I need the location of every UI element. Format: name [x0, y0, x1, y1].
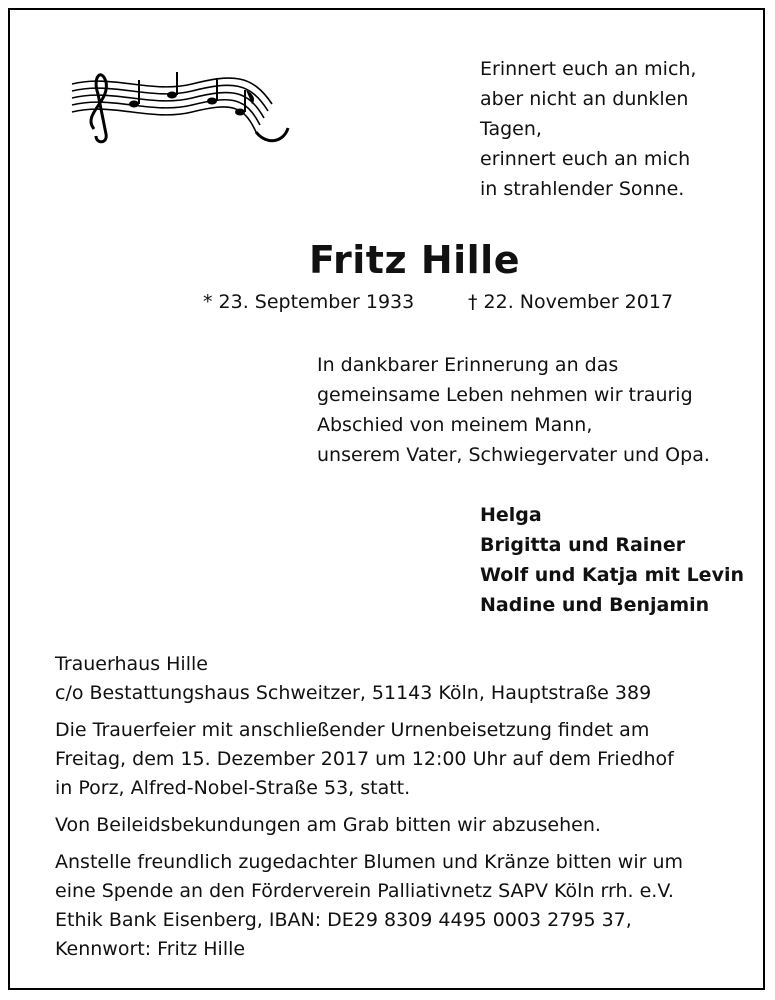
condolence-note: [55, 811, 683, 840]
deceased-name: Fritz Hille: [309, 238, 520, 282]
funeral-info: [55, 650, 683, 972]
info-line: Anstelle freundlich zugedachter Blumen und Kränze bitten wir um: [55, 851, 684, 873]
remembrance-line: Abschied von meinem Mann,: [317, 414, 593, 436]
remembrance-line: In dankbarer Erinnerung an das: [317, 354, 619, 376]
donation-request: [55, 848, 683, 964]
info-line: eine Spende an den Förderverein Palliativnetz SAPV Köln rrh. e.V.: [55, 880, 674, 902]
poem-line: in strahlender Sonne.: [480, 178, 685, 200]
mourning-address: [55, 650, 683, 708]
info-line: Die Trauerfeier mit anschließender Urnenbeisetzung findet am: [55, 719, 650, 741]
remembrance-line: gemeinsame Leben nehmen wir traurig: [317, 384, 693, 406]
family-members: [480, 500, 744, 620]
info-line: c/o Bestattungshaus Schweitzer, 51143 Köln, Hauptstraße 389: [55, 682, 652, 704]
info-line: in Porz, Alfred-Nobel-Straße 53, statt.: [55, 777, 411, 799]
family-member: Nadine und Benjamin: [480, 594, 710, 616]
remembrance-text: [317, 350, 710, 470]
poem-line: Erinnert euch an mich,: [480, 58, 697, 80]
info-line: Freitag, dem 15. Dezember 2017 um 12:00 Uhr auf dem Friedhof: [55, 748, 674, 770]
death-date: † 22. November 2017: [468, 291, 674, 313]
info-line: Trauerhaus Hille: [55, 653, 208, 675]
family-member: Brigitta und Rainer: [480, 534, 686, 556]
birth-date: * 23. September 1933: [203, 291, 415, 313]
ceremony-details: [55, 716, 683, 803]
poem: [480, 54, 696, 204]
poem-line: aber nicht an dunklen: [480, 88, 689, 110]
family-member: Wolf und Katja mit Levin: [480, 564, 744, 586]
family-member: Helga: [480, 504, 542, 526]
poem-line: Tagen,: [480, 118, 542, 140]
info-line: Kennwort: Fritz Hille: [55, 938, 246, 960]
remembrance-line: unserem Vater, Schwiegervater und Opa.: [317, 444, 710, 466]
music-staff-icon: [62, 54, 292, 154]
info-line: Ethik Bank Eisenberg, IBAN: DE29 8309 4495 0003 2795 37,: [55, 909, 632, 931]
info-line: Von Beileidsbekundungen am Grab bitten wir abzusehen.: [55, 814, 601, 836]
obituary-card: [8, 8, 765, 990]
poem-line: erinnert euch an mich: [480, 148, 691, 170]
